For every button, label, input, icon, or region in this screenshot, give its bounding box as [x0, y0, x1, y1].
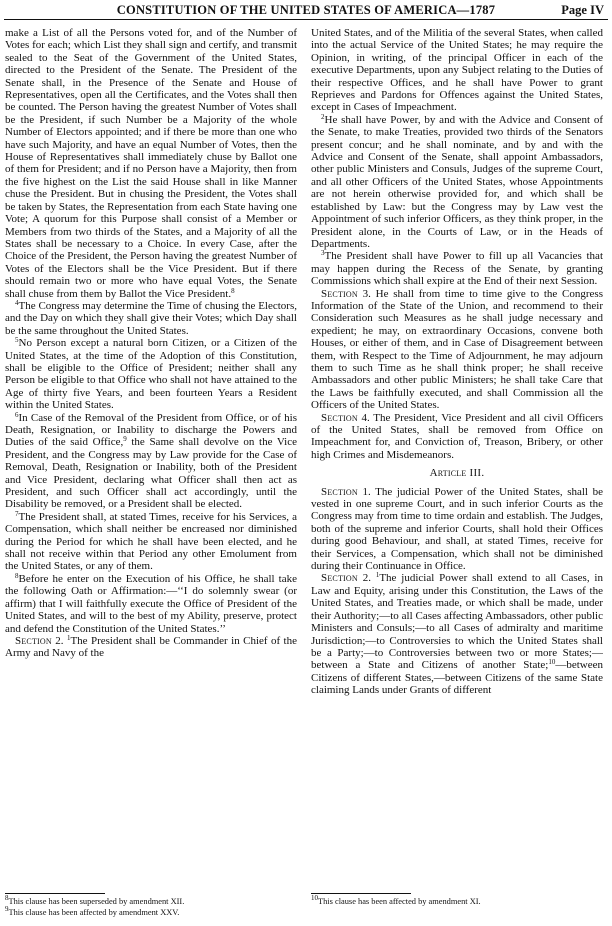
footnotes-left: [5, 893, 297, 918]
footnote-10: $^{10}$This clause has been affected by amendment XI.: [311, 894, 481, 906]
paragraph-compensation: $^7$The President shall, at stated Times, receive for his Services, a Compensation, which shall neither be encreased nor diminished during the Period for which he shall have been elected, and he shall not receive within that Period any other Emolument from the United States, or any of them.: [5, 509, 297, 573]
paragraph-oath: $^8$Before he enter on the Execution of his Office, he shall take the following Oath or Affirmation:—‘‘I do solemnly swear (or affirm) that I will faithfully execute the Office of President of the United States, and will to the best of my Ability, preserve, protect and defend the Constitution of the United States.’’: [5, 571, 297, 635]
header-rule: [4, 19, 608, 20]
footnote-9: $^9$This clause has been affected by amendment XXV.: [5, 904, 180, 917]
footnote-rule: [5, 893, 105, 894]
paragraph-eligibility: $^5$No Person except a natural born Citizen, or a Citizen of the United States, at the time of the Adoption of this Constitution, shall be eligible to the Office of President; neither shall any Person be eligible to that Office who shall not have attained to the Age of thirty five Years, and been fourteen Years a Resident within the United States.: [5, 336, 297, 412]
footnote-ref-10: 10: [548, 658, 556, 667]
paragraph-section-4: Section 4. The President, Vice President and all civil Officers of the United States, shall be removed from Office on Impeachment for, and Conviction of, Treason, Bribery, or other high Crimes and Misdemeanors.: [311, 411, 603, 461]
article-heading: Article III.: [429, 467, 485, 480]
footnotes-right: [311, 893, 603, 908]
section-label: Section: [321, 572, 358, 585]
paragraph-commander-continued: United States, and of the Militia of the several States, when called into the actual Service of the United States; he may require the Opinion, in writing, of the principal Officer in each of the executive Departments, upon any Subject relating to the Duties of their respective Offices, and he shall have Power to grant Reprieves and Pardons for Offences against the United States, except in Cases of Impeachment.: [311, 27, 603, 114]
paragraph-vacancies: $^3$The President shall have Power to fill up all Vacancies that may happen during the Recess of the Senate, by granting Commissions which shall expire at the End of their next Session.: [311, 249, 603, 288]
paragraph-time-of-electors: $^4$The Congress may determine the Time of chusing the Electors, and the Day on which they shall give their Votes; which Day shall be the same throughout the United States.: [5, 298, 297, 337]
footnote-8: $^8$This clause has been superseded by amendment XII.: [5, 894, 185, 906]
footnote-ref-8: 8: [231, 286, 235, 295]
section-label: Section: [321, 485, 358, 498]
footnote-rule: [311, 893, 411, 894]
page-header: [0, 0, 612, 22]
footnote-ref-9: 9: [123, 435, 127, 444]
paragraph-judicial-extent: Section 2. $^1$The judicial Power shall extend to all Cases, in Law and Equity, arising under this Constitution, the Laws of the United States, and Treaties made, or which shall be made, under their Authority;—to all Cases affecting Ambassadors, other public Ministers and Consuls;—to all Cases of admiralty and maritime Jurisdiction;—to Controversies to which the United States shall be a Party;—to Controversies between two or more States;—between a State and Citizens of another State;$^{10}$—between Citizens of different States,—between Citizens of the same State claiming Lands under Grants of different: [311, 571, 603, 697]
paragraph-succession: $^6$In Case of the Removal of the President from Office, or of his Death, Resignation, or Inability to discharge the Powers and Duties of the said Office,$^9$ the Same shall devolve on the Vice President, and the Congress may by Law provide for the Case of Removal, Death, Resignation or Inability, both of the President and Vice President, declaring what Officer shall then act as President, and such Officer shall act accordingly, until the Disability be removed, or a President shall be elected.: [5, 410, 297, 511]
section-label: Section: [321, 411, 358, 424]
section-label: Section: [15, 634, 52, 647]
paragraph-judicial-power: Section 1. The judicial Power of the United States, shall be vested in one supreme Court, and in such inferior Courts as the Congress may from time to time ordain and establish. The Judges, both of the supreme and inferior Courts, shall hold their Offices during good Behaviour, and shall, at stated Times, receive for their Services, a Compensation, which shall not be diminished during their Continuance in Office.: [311, 485, 603, 573]
page-title: CONSTITUTION OF THE UNITED STATES OF AMERICA—1787: [116, 3, 496, 17]
paragraph-section-2: Section 2. $^1$The President shall be Commander in Chief of the Army and Navy of the: [5, 633, 297, 660]
right-column: [311, 27, 603, 891]
paragraph-treaties: $^2$He shall have Power, by and with the Advice and Consent of the Senate, to make Treaties, provided two thirds of the Senators present concur; and he shall nominate, and by and with the Advice and Consent of the Senate, shall appoint Ambassadors, other public Ministers and Consuls, Judges of the supreme Court, and all other Officers of the United States, whose Appointments are not herein otherwise provided for, and which shall be established by Law: but the Congress may by Law vest the Appointment of such inferior Officers, as they think proper, in the President alone, in the Courts of Law, or in the Heads of Departments.: [311, 112, 603, 250]
paragraph-section-3: Section 3. He shall from time to time give to the Congress Information of the State of the Union, and recommend to their Consideration such Measures as he shall judge necessary and expedient; he may, on extraordinary Occasions, convene both Houses, or either of them, and in Case of Disagreement between them, with Respect to the Time of Adjournment, he may adjourn them to such Time as he shall think proper; he shall receive Ambassadors and other public Ministers; he shall take Care that the Laws be faithfully executed, and shall Commission all the Officers of the United States.: [311, 287, 603, 412]
paragraph-electors-continued: make a List of all the Persons voted for, and of the Number of Votes for each; which List they shall sign and certify, and transmit sealed to the Seat of the Government of the United States, directed to the President of the Senate. The President of the Senate shall, in the Presence of the Senate and House of Representatives, open all the Certificates, and the Votes shall then be counted. The Person having the greatest Number of Votes shall be the President, if such Number be a Majority of the whole Number of Electors appointed; and if there be more than one who have such Majority, and have an equal Number of Votes, then the House of Representatives shall immediately chuse by Ballot one of them for President; and if no Person have a Majority, then from the five highest on the List the said House shall in like Manner chuse the President. But in chusing the President, the Votes shall be taken by States, the Representation from each State having one Vote; A quorum for this Purpose shall consist of a Member or Members from two thirds of the States, and a Majority of all the States shall be necessary to a Choice. In every Case, after the Choice of the President, the Person having the greatest Number of Votes of the Electors shall be the Vice President. But if there should remain two or more who have equal Votes, the Senate shall chuse from them by Ballot the Vice President.$^8$: [5, 27, 297, 300]
left-column: [5, 27, 297, 891]
page-number: Page IV: [561, 3, 604, 17]
section-label: Section: [321, 287, 358, 300]
